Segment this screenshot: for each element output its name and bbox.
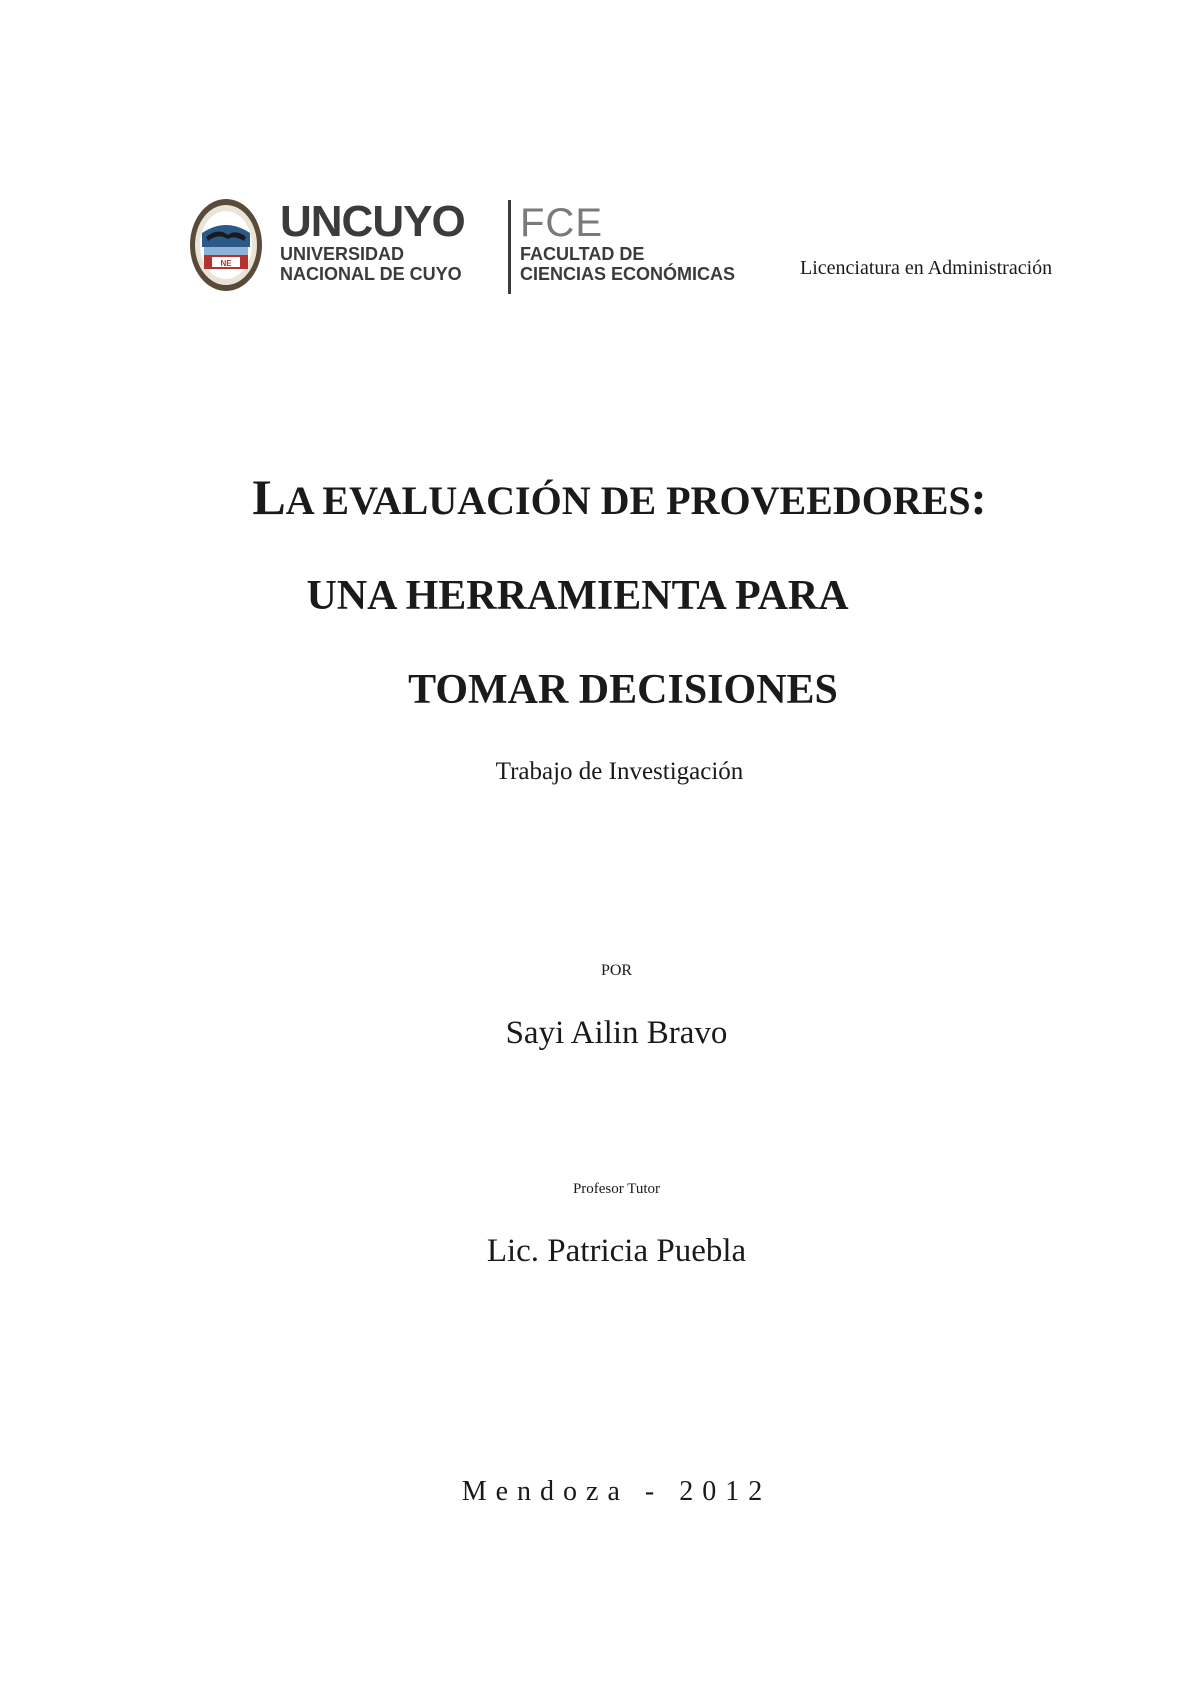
svg-text:NE: NE [220, 259, 232, 268]
author-name: Sayi Ailin Bravo [505, 1015, 728, 1051]
uncuyo-wordmark: UNCUYO [280, 197, 465, 246]
logo-divider [508, 200, 511, 294]
fce-logo [520, 202, 735, 284]
fce-line2: CIENCIAS ECONÓMICAS [520, 264, 736, 284]
title-line-1 [0, 468, 1191, 526]
tutor-name: Lic. Patricia Puebla [486, 1233, 747, 1269]
title-colon: : [970, 472, 987, 525]
fce-line1: FACULTAD DE [520, 244, 645, 264]
title-line-3: TOMAR DECISIONES [408, 667, 838, 713]
title-line-1-text: A EVALUACIÓN DE PROVEEDORES [285, 478, 971, 523]
document-type: Trabajo de Investigación [495, 758, 744, 785]
uncuyo-line1: UNIVERSIDAD [280, 244, 405, 264]
fce-wordmark: FCE [520, 201, 603, 245]
place-and-year: Mendoza - 2012 [461, 1476, 772, 1507]
university-seal-icon [188, 197, 264, 293]
tutor-label: Profesor Tutor [572, 1181, 661, 1197]
degree-name: Licenciatura en Administración [800, 257, 1053, 279]
by-label: POR [600, 962, 633, 979]
title-line-2: UNA HERRAMIENTA PARA [306, 573, 849, 619]
title-initial: L [252, 469, 286, 525]
uncuyo-line2: NACIONAL DE CUYO [280, 264, 462, 284]
uncuyo-logo [280, 197, 465, 284]
